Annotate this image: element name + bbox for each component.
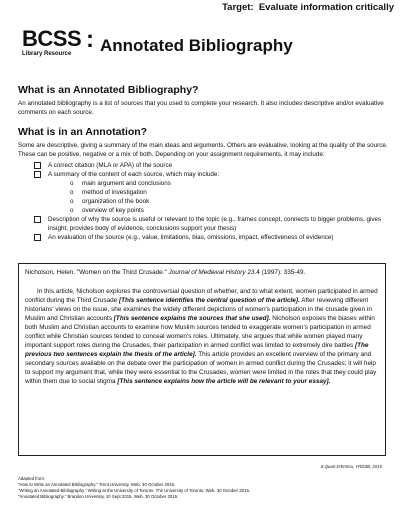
section2-heading: What is in an Annotation? [18,126,148,138]
subitem-text: overview of key points [82,207,144,214]
circle-bullet-icon: o [70,207,74,214]
annotation-note: [This sentence explains the sources that she used]. [113,315,271,322]
checklist-item-text: An evaluation of the source (e.g., value, limitations, bias, omissions, impact, effectiveness of evidence) [48,234,334,241]
target-header [222,2,394,13]
subitem-text: organization of the book [82,198,150,205]
logo-subtitle: Library Resource [22,51,72,57]
circle-bullet-icon: o [70,189,74,196]
subitem [70,197,394,206]
section1-heading: What is an Annotated Bibliography? [18,84,199,96]
circle-bullet-icon: o [70,180,74,187]
title-colon: : [86,26,94,53]
target-label: Target: [222,2,254,13]
annotation-text: This article provides an excellent overview of the primary and secondary sources available on the debate over the participation of women in armed conflict during the Crusades; it will help to support my argument that, while they were essential to the Crusades, women were limited in the roles that they could play within them due to social stigma [25,351,377,385]
section2-body: Some are descriptive, giving a summary of the main ideas and arguments. Others are evaluative, looking at the quality of the source. These can be positive, negative or a mix of both. Depending on your assignment requirements, it may include: [18,142,388,158]
bcss-logo [22,28,81,57]
author-credit: S.Quan-D'Emma, YRDSB, 2015 [320,464,382,469]
checklist-item [34,161,394,170]
annotation-text: In this article, Nicholson explores the controversial question of whether, and to what extent, women participated in armed conflict during the Third Crusade [25,288,378,304]
subitem [70,179,394,188]
subitem [70,188,394,197]
page-title: Annotated Bibliography [100,36,293,55]
annotation-note: [This sentence explains how the article will be relevant to your essay]. [117,378,331,385]
adapted-source: "How to Write an Annotated Bibliography." Trent University. Web. 30 October 2015. [18,482,176,487]
adapted-from [18,476,250,500]
annotation-note: [The previous two sentences explain the thesis of the article]. [25,342,369,358]
section1-body: An annotated bibliography is a list of sources that you used to complete your research. It also includes descriptive and/or evaluative comments on each source. [18,100,384,116]
checkbox-icon [34,162,41,169]
example-annotation [25,287,379,386]
citation-details: 23.4 (1997): 335-49. [245,269,306,276]
checkbox-icon [34,216,41,223]
checklist-item-text: Description of why the source is useful or relevant to the topic (e.g., frames concept, connects to bigger problems, gives insight, provides body of evidence, conclusions support your thesis) [48,216,382,232]
subitem-text: method of investigation [82,189,147,196]
example-annotation-box [18,263,386,456]
annotation-note: [This sentence identifies the central question of the article]. [119,297,300,304]
subitem-text: main argument and conclusions [82,180,171,187]
annotation-text: After reviewing different historians' views on the issue, she examines the widely different depictions of women's participation in the crusade given in Muslim and Christian accounts [25,297,372,322]
checklist-item-text: A summary of the content of each source, which may include: [48,171,220,178]
checklist-item [34,233,394,242]
checklist-item-text: A correct citation (MLA or APA) of the source [48,162,173,169]
target-text: Evaluate information critically [258,2,394,13]
checklist-item [34,215,394,233]
adapted-source: "Writing an Annotated Bibliography." Writing at the University of Toronto. The University of Toronto. Web. 30 October 2015. [18,488,251,493]
annotation-text: Nicholson exposes the biases within both Muslim and Christian accounts to examine how Muslim sources tended to exaggerate women's participation in armed conflict while Christian sources tended to conceal women's roles. Ultimately, she argues that while women played many important support roles during the Crusades, their participation in armed conflict was limited to extremely dire battles [25,315,375,349]
citation-author-title: Nicholson, Helen. "Women on the Third Crusade." [25,269,169,276]
adapted-label: Adapted from: [18,476,45,481]
logo-text: BCSS [22,26,82,51]
subitem [70,206,394,215]
summary-subitems [48,179,394,215]
example-citation [25,268,379,277]
checklist-item [34,170,394,215]
checkbox-icon [34,234,41,241]
main-content [18,84,394,242]
circle-bullet-icon: o [70,198,74,205]
annotation-checklist [18,161,394,242]
citation-journal: Journal of Medieval History [168,269,246,276]
checkbox-icon [34,171,41,178]
adapted-source: "Annotated Bibliography." Brandon University. 10 Sept 2015. Web. 30 October 2015. [18,494,179,499]
